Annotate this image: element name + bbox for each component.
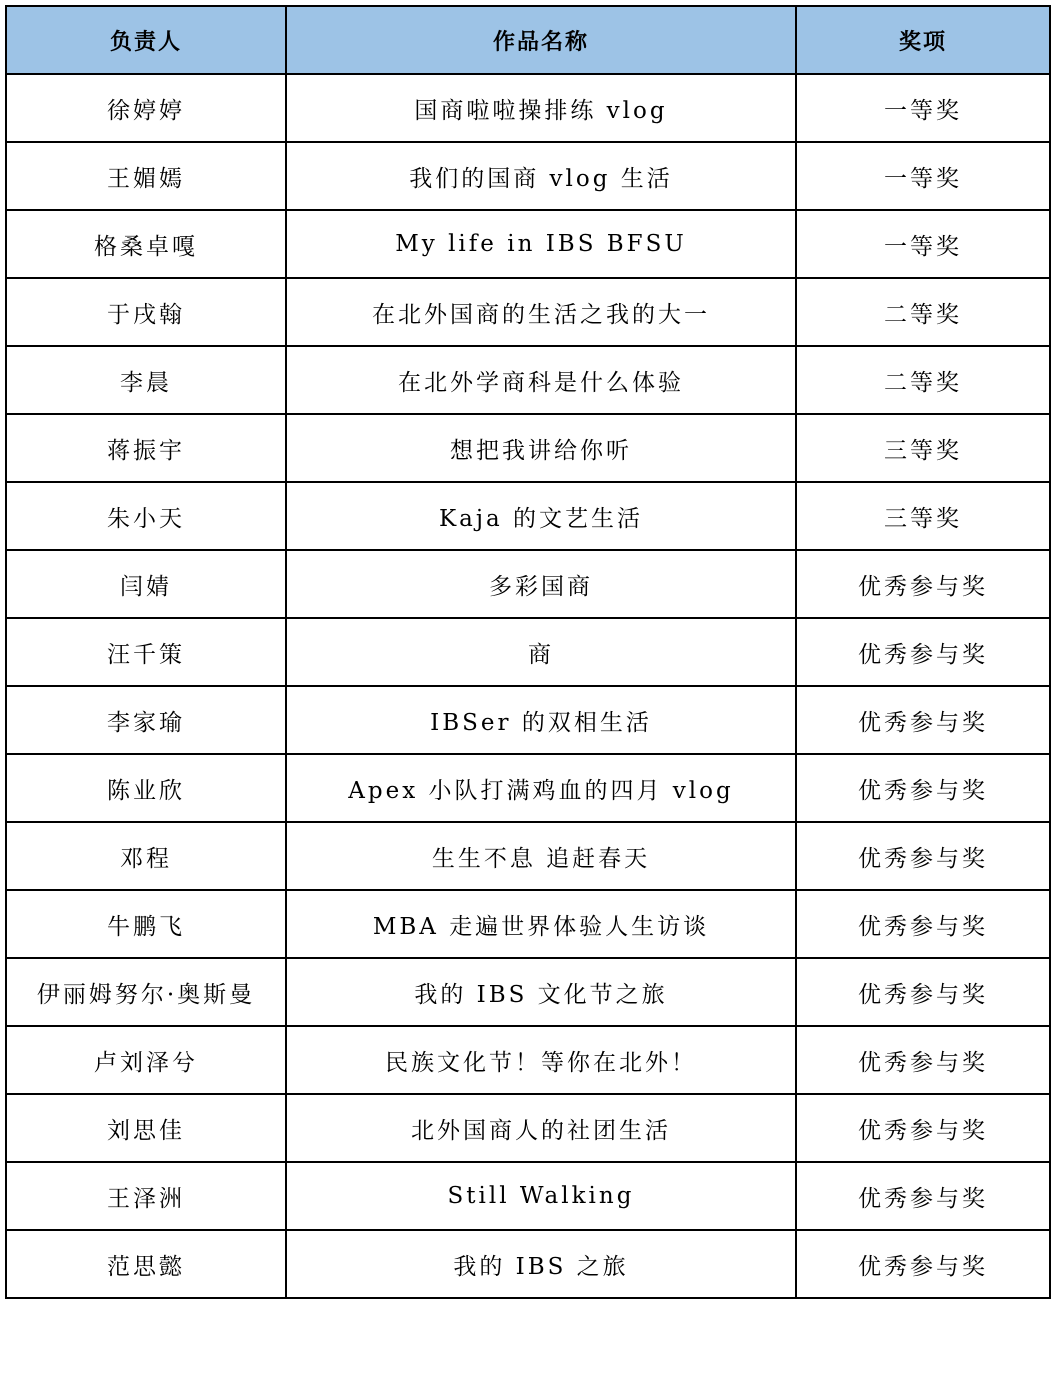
- table-row: [6, 958, 1050, 1026]
- cell-person: 蒋振宇: [6, 414, 286, 482]
- table-row: [6, 618, 1050, 686]
- cell-work-title: 我的 IBS 文化节之旅: [286, 958, 796, 1026]
- cell-work-title: MBA 走遍世界体验人生访谈: [286, 890, 796, 958]
- table-row: [6, 1162, 1050, 1230]
- cell-award: 优秀参与奖: [796, 1026, 1050, 1094]
- cell-award: 一等奖: [796, 210, 1050, 278]
- header-person: 负责人: [6, 6, 286, 74]
- cell-work-title: 在北外学商科是什么体验: [286, 346, 796, 414]
- table-row: [6, 142, 1050, 210]
- table-row: [6, 482, 1050, 550]
- cell-award: 优秀参与奖: [796, 1094, 1050, 1162]
- awards-table: [5, 5, 1051, 1299]
- cell-person: 刘思佳: [6, 1094, 286, 1162]
- cell-person: 卢刘泽兮: [6, 1026, 286, 1094]
- cell-award: 三等奖: [796, 482, 1050, 550]
- header-row: [6, 6, 1050, 74]
- cell-award: 优秀参与奖: [796, 686, 1050, 754]
- cell-person: 闫婧: [6, 550, 286, 618]
- cell-award: 一等奖: [796, 142, 1050, 210]
- table-row: [6, 754, 1050, 822]
- cell-award: 优秀参与奖: [796, 1230, 1050, 1298]
- cell-person: 李家瑜: [6, 686, 286, 754]
- cell-work-title: My life in IBS BFSU: [286, 210, 796, 278]
- cell-work-title: IBSer 的双相生活: [286, 686, 796, 754]
- cell-person: 范思懿: [6, 1230, 286, 1298]
- cell-award: 优秀参与奖: [796, 822, 1050, 890]
- cell-work-title: 商: [286, 618, 796, 686]
- cell-award: 优秀参与奖: [796, 550, 1050, 618]
- cell-person: 王泽洲: [6, 1162, 286, 1230]
- cell-person: 李晨: [6, 346, 286, 414]
- cell-award: 优秀参与奖: [796, 958, 1050, 1026]
- table-row: [6, 1230, 1050, 1298]
- cell-work-title: Kaja 的文艺生活: [286, 482, 796, 550]
- cell-work-title: 国商啦啦操排练 vlog: [286, 74, 796, 142]
- table-row: [6, 414, 1050, 482]
- cell-work-title: 民族文化节！等你在北外！: [286, 1026, 796, 1094]
- table-row: [6, 822, 1050, 890]
- cell-award: 优秀参与奖: [796, 890, 1050, 958]
- header-award: 奖项: [796, 6, 1050, 74]
- table-row: [6, 346, 1050, 414]
- cell-person: 徐婷婷: [6, 74, 286, 142]
- table-row: [6, 74, 1050, 142]
- cell-person: 陈业欣: [6, 754, 286, 822]
- table-row: [6, 686, 1050, 754]
- cell-work-title: Apex 小队打满鸡血的四月 vlog: [286, 754, 796, 822]
- table-row: [6, 550, 1050, 618]
- cell-work-title: Still Walking: [286, 1162, 796, 1230]
- cell-award: 二等奖: [796, 278, 1050, 346]
- table-row: [6, 1094, 1050, 1162]
- cell-person: 伊丽姆努尔·奥斯曼: [6, 958, 286, 1026]
- cell-person: 王媚嫣: [6, 142, 286, 210]
- cell-award: 优秀参与奖: [796, 1162, 1050, 1230]
- cell-work-title: 我的 IBS 之旅: [286, 1230, 796, 1298]
- cell-person: 朱小天: [6, 482, 286, 550]
- cell-work-title: 生生不息 追赶春天: [286, 822, 796, 890]
- cell-work-title: 想把我讲给你听: [286, 414, 796, 482]
- cell-award: 二等奖: [796, 346, 1050, 414]
- cell-person: 邓程: [6, 822, 286, 890]
- cell-award: 一等奖: [796, 74, 1050, 142]
- cell-work-title: 在北外国商的生活之我的大一: [286, 278, 796, 346]
- table-row: [6, 278, 1050, 346]
- table-row: [6, 1026, 1050, 1094]
- cell-work-title: 多彩国商: [286, 550, 796, 618]
- table-row: [6, 890, 1050, 958]
- table-row: [6, 210, 1050, 278]
- cell-person: 于戌翰: [6, 278, 286, 346]
- table-body: [6, 74, 1050, 1298]
- cell-person: 牛鹏飞: [6, 890, 286, 958]
- cell-person: 格桑卓嘎: [6, 210, 286, 278]
- cell-award: 优秀参与奖: [796, 618, 1050, 686]
- cell-work-title: 我们的国商 vlog 生活: [286, 142, 796, 210]
- cell-award: 三等奖: [796, 414, 1050, 482]
- header-work-title: 作品名称: [286, 6, 796, 74]
- cell-award: 优秀参与奖: [796, 754, 1050, 822]
- cell-person: 汪千策: [6, 618, 286, 686]
- cell-work-title: 北外国商人的社团生活: [286, 1094, 796, 1162]
